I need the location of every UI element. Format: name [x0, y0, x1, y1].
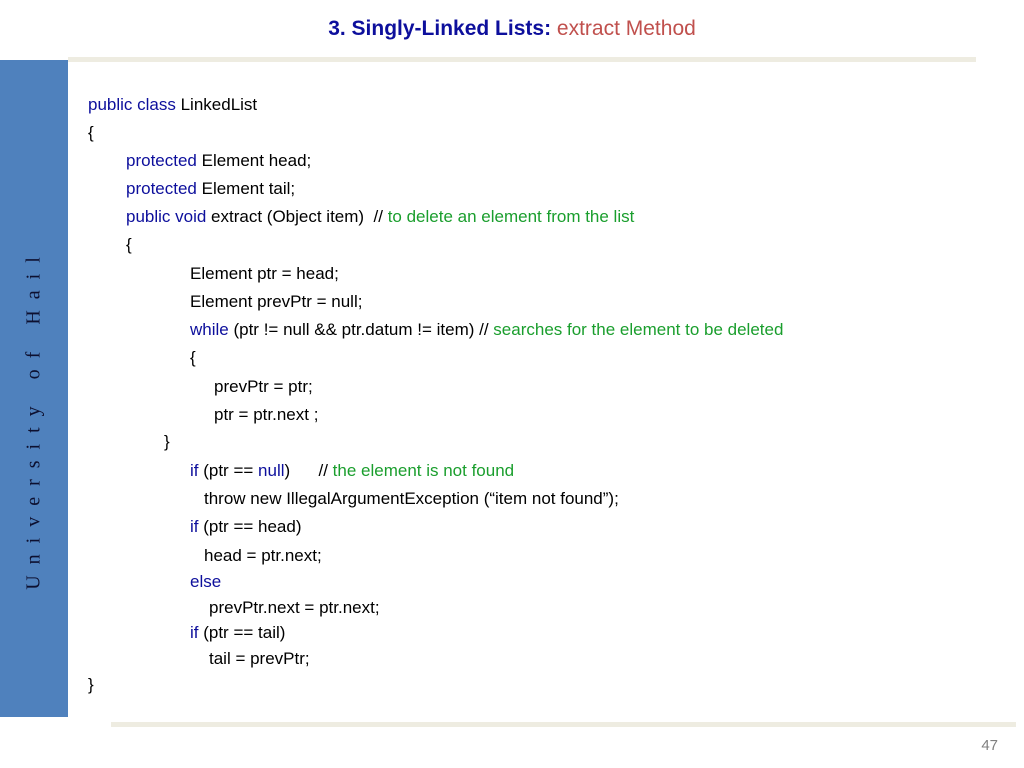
code-line	[126, 205, 634, 229]
code-line	[164, 430, 170, 454]
code-line	[190, 290, 362, 314]
code-text: head = ptr.next;	[204, 546, 322, 565]
code-text: LinkedList	[175, 95, 258, 114]
code-text: (ptr == tail)	[198, 623, 286, 642]
keyword: public void	[126, 207, 207, 226]
code-line	[190, 346, 196, 370]
code-line	[204, 487, 619, 511]
code-line	[190, 570, 221, 594]
sidebar-university-label: University of Hail	[22, 246, 45, 590]
code-line	[126, 233, 132, 257]
code-text: }	[164, 432, 170, 451]
top-divider	[68, 57, 976, 62]
keyword: protected	[126, 179, 197, 198]
code-text: (ptr == head)	[198, 517, 302, 536]
code-text: (ptr != null && ptr.datum != item) //	[228, 320, 494, 339]
code-line	[190, 459, 514, 483]
code-text: prevPtr = ptr;	[214, 377, 313, 396]
keyword: protected	[126, 151, 197, 170]
code-text: Element ptr = head;	[190, 264, 339, 283]
code-line	[126, 177, 295, 201]
sidebar-band	[0, 60, 68, 717]
keyword: public class	[88, 95, 176, 114]
code-text: extract (Object item) //	[206, 207, 388, 226]
slide-title	[0, 14, 1024, 44]
keyword: else	[190, 572, 222, 591]
code-text: {	[88, 123, 94, 142]
code-comment: the element is not found	[332, 461, 515, 480]
code-comment: searches for the element to be deleted	[493, 320, 784, 339]
code-text: tail = prevPtr;	[209, 649, 310, 668]
code-line	[190, 318, 783, 342]
code-text: (ptr ==	[198, 461, 259, 480]
code-text: ptr = ptr.next ;	[214, 405, 319, 424]
code-line	[214, 403, 318, 427]
code-line	[88, 673, 94, 697]
code-text: {	[190, 348, 196, 367]
code-line	[88, 93, 257, 117]
code-text: Element prevPtr = null;	[190, 292, 363, 311]
code-line	[190, 262, 339, 286]
code-line	[209, 647, 310, 671]
code-line	[214, 375, 313, 399]
code-text: prevPtr.next = ptr.next;	[209, 598, 380, 617]
slide-title-method: extract Method	[551, 17, 696, 40]
keyword: while	[190, 320, 229, 339]
code-text: Element tail;	[196, 179, 296, 198]
keyword: null	[258, 461, 285, 480]
bottom-divider	[111, 722, 1016, 727]
code-text: Element head;	[196, 151, 312, 170]
keyword: if	[190, 461, 199, 480]
code-line	[126, 149, 311, 173]
code-comment: to delete an element from the list	[387, 207, 635, 226]
code-line	[190, 621, 285, 645]
keyword: if	[190, 517, 199, 536]
code-text: ) //	[284, 461, 333, 480]
code-line	[209, 596, 380, 620]
keyword: if	[190, 623, 199, 642]
code-text: {	[126, 235, 132, 254]
code-line	[204, 544, 322, 568]
code-line	[190, 515, 302, 539]
page-number: 47	[981, 737, 998, 754]
code-line	[88, 121, 94, 145]
slide-title-bold: 3. Singly-Linked Lists:	[328, 17, 552, 40]
code-text: }	[88, 675, 94, 694]
code-text: throw new IllegalArgumentException (“item not found”);	[204, 489, 619, 508]
